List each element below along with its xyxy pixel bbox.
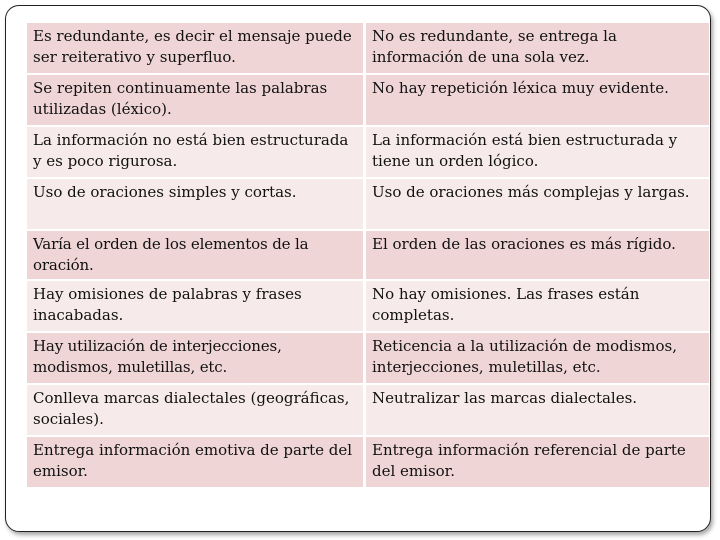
table-cell-left: Hay utilización de interjecciones, modismos, muletillas, etc. — [27, 333, 363, 383]
table-cell-left: Conlleva marcas dialectales (geográficas, sociales). — [27, 385, 363, 435]
table-row — [27, 385, 709, 435]
table-cell-right: No hay omisiones. Las frases están completas. — [366, 281, 709, 331]
table-row — [27, 281, 709, 331]
table-row — [27, 75, 709, 125]
table-row — [27, 231, 709, 279]
table-row — [27, 127, 709, 177]
table-cell-right: Entrega información referencial de parte del emisor. — [366, 437, 709, 487]
table-cell-left: Entrega información emotiva de parte del emisor. — [27, 437, 363, 487]
table-cell-left: La información no está bien estructurada y es poco rigurosa. — [27, 127, 363, 177]
table-cell-left: Hay omisiones de palabras y frases inacabadas. — [27, 281, 363, 331]
table-cell-right: Neutralizar las marcas dialectales. — [366, 385, 709, 435]
table-row — [27, 437, 709, 487]
table-cell-right: El orden de las oraciones es más rígido. — [366, 231, 709, 279]
comparison-table — [24, 21, 712, 489]
table-row — [27, 23, 709, 73]
table-cell-left: Varía el orden de los elementos de la oración. — [27, 231, 363, 279]
table-cell-right: No es redundante, se entrega la información de una sola vez. — [366, 23, 709, 73]
table-cell-right: Reticencia a la utilización de modismos, interjecciones, muletillas, etc. — [366, 333, 709, 383]
table-row — [27, 333, 709, 383]
table-cell-left: Se repiten continuamente las palabras utilizadas (léxico). — [27, 75, 363, 125]
table-cell-left: Es redundante, es decir el mensaje puede ser reiterativo y superfluo. — [27, 23, 363, 73]
table-cell-right: La información está bien estructurada y tiene un orden lógico. — [366, 127, 709, 177]
table-cell-left: Uso de oraciones simples y cortas. — [27, 179, 363, 229]
table-cell-right: No hay repetición léxica muy evidente. — [366, 75, 709, 125]
table-row — [27, 179, 709, 229]
table-cell-right: Uso de oraciones más complejas y largas. — [366, 179, 709, 229]
